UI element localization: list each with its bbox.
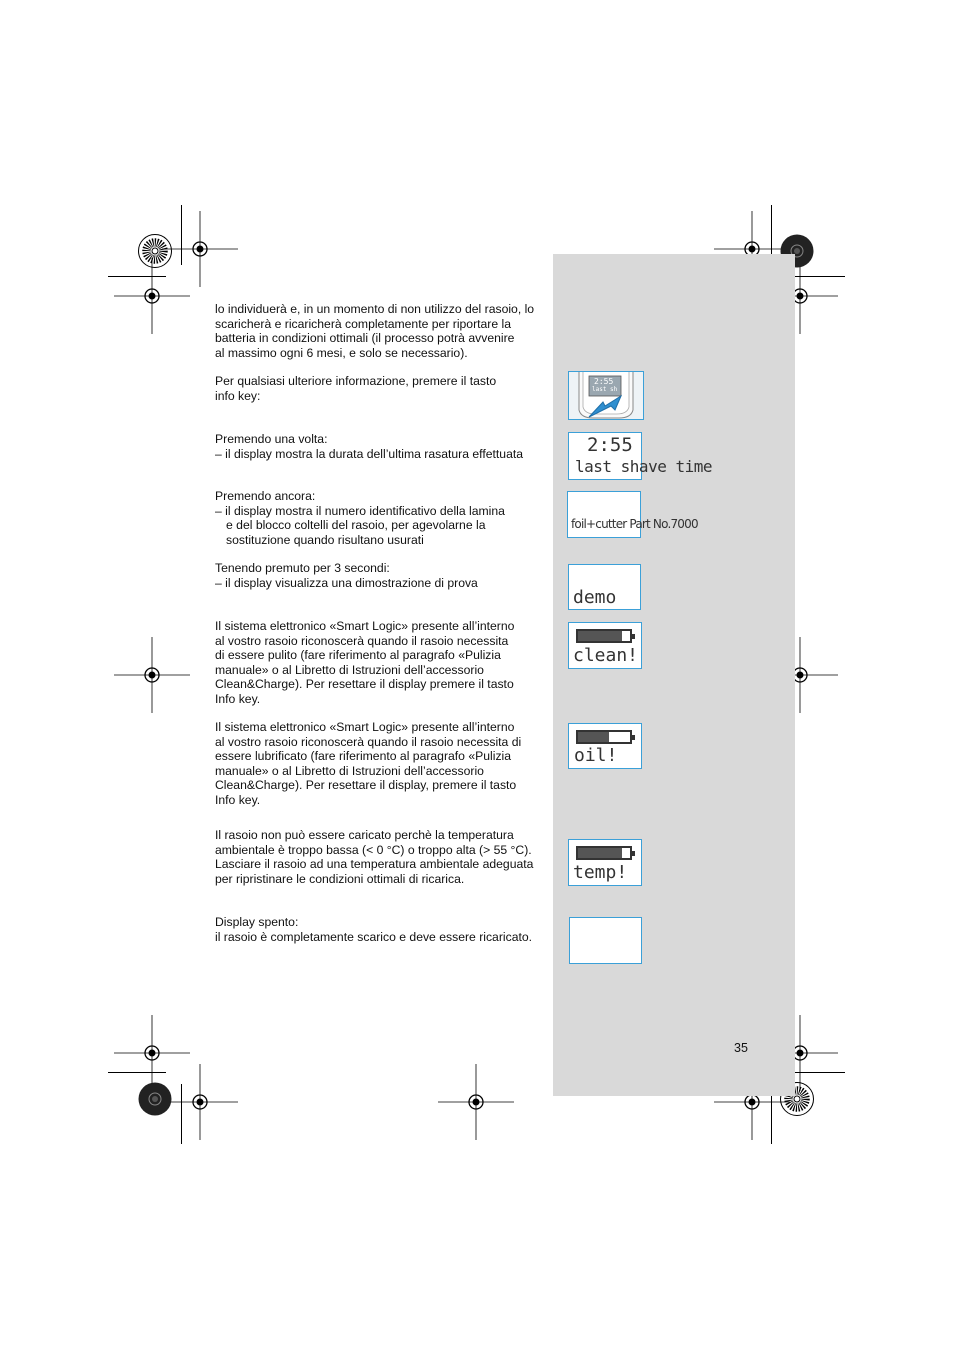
text-line: Info key. [215,792,261,807]
text-line: di essere pulito (fare riferimento al paragrafo «Pulizia [215,648,501,663]
paragraph-hold-3-seconds [215,561,545,590]
text-line: al vostro rasoio riconoscerà quando il rasoio necessita di [215,734,522,749]
temp-label: temp! [573,862,628,883]
display-temp [568,839,642,886]
paragraph-display-off [215,915,545,944]
display-clean [568,622,642,669]
text-line: lo individuerà e, in un momento di non utilizzo del rasoio, lo [215,302,535,316]
text-line: manuale» o al Libretto di Istruzioni dell’accessorio [215,763,484,778]
page-number: 35 [734,1041,748,1055]
text-line: al massimo ogni 6 mesi, e solo se necessario). [215,345,468,360]
shaver-info-key-illustration [568,371,644,420]
paragraph-battery-calibration [215,302,545,360]
part-number-label: foil+cutter Part No.7000 [571,517,698,531]
text-line: Premendo una volta: [215,432,328,446]
text-line: Premendo ancora: [215,489,316,503]
time-readout: 2:55 [587,434,633,456]
text-line: – il display mostra la durata dell’ultima rasatura effettuata [215,446,524,461]
paragraph-press-once [215,432,545,461]
paragraph-clean [215,619,545,707]
text-line: manuale» o al Libretto di Istruzioni dell’accessorio [215,662,484,677]
text-line: al vostro rasoio riconoscerà quando il rasoio necessita [215,633,509,648]
shaver-small-label: last sh [592,386,618,393]
text-line: scaricherà e ricaricherà completamente per riportare la [215,316,512,331]
text-line: e del blocco coltelli del rasoio, per agevolarne la [226,518,486,533]
battery-indicator [576,846,632,860]
clean-label: clean! [573,645,639,666]
text-line: Display spento: [215,915,299,929]
text-line: Il sistema elettronico «Smart Logic» presente all’interno [215,619,515,633]
text-line: essere lubrificato (fare riferimento al paragrafo «Pulizia [215,749,512,764]
text-line: – il display visualizza una dimostrazione di prova [215,575,478,590]
text-line: Clean&Charge). Per resettare il display, premere il tasto [215,778,517,793]
display-demo [568,564,641,610]
shaver-small-time: 2:55 [594,377,614,386]
text-line: Tenendo premuto per 3 secondi: [215,561,390,575]
oil-label: oil! [574,745,618,766]
display-off [569,917,642,964]
text-line: sostituzione quando risultano usurati [226,532,424,547]
last-shave-label: last shave time [575,457,712,476]
text-line: Il sistema elettronico «Smart Logic» presente all’interno [215,720,515,734]
battery-indicator [576,629,632,643]
text-line: Il rasoio non può essere caricato perchè la temperatura [215,828,514,842]
display-part-number [567,491,698,538]
text-line: per ripristinare le condizioni ottimali di ricarica. [215,871,465,886]
display-last-shave-time [568,432,712,480]
demo-label: demo [573,587,617,608]
registration-mark-icon [113,636,191,714]
starburst-mark-icon [137,233,173,269]
display-oil [568,723,642,769]
starburst-mark-icon [137,1081,173,1117]
text-line: info key: [215,388,261,403]
paragraph-oil [215,720,545,808]
paragraph-info-key [215,374,545,403]
text-line: – il display mostra il numero identificativo della lamina [215,503,505,518]
text-line: Clean&Charge). Per resettare il display premere il tasto [215,677,514,692]
text-line: Lasciare il rasoio ad una temperatura ambientale adeguata [215,857,534,872]
text-line: batteria in condizioni ottimali (il processo potrà avvenire [215,331,515,346]
paragraph-press-again [215,489,545,547]
battery-indicator [576,730,632,744]
text-line: Per qualsiasi ulteriore informazione, premere il tasto [215,374,497,388]
text-line: il rasoio è completamente scarico e deve essere ricaricato. [215,929,533,944]
text-line: ambientale è troppo bassa (< 0 °C) o troppo alta (> 55 °C). [215,842,532,857]
registration-mark-icon [437,1063,515,1141]
paragraph-temperature [215,828,545,886]
text-line: Info key. [215,691,261,706]
